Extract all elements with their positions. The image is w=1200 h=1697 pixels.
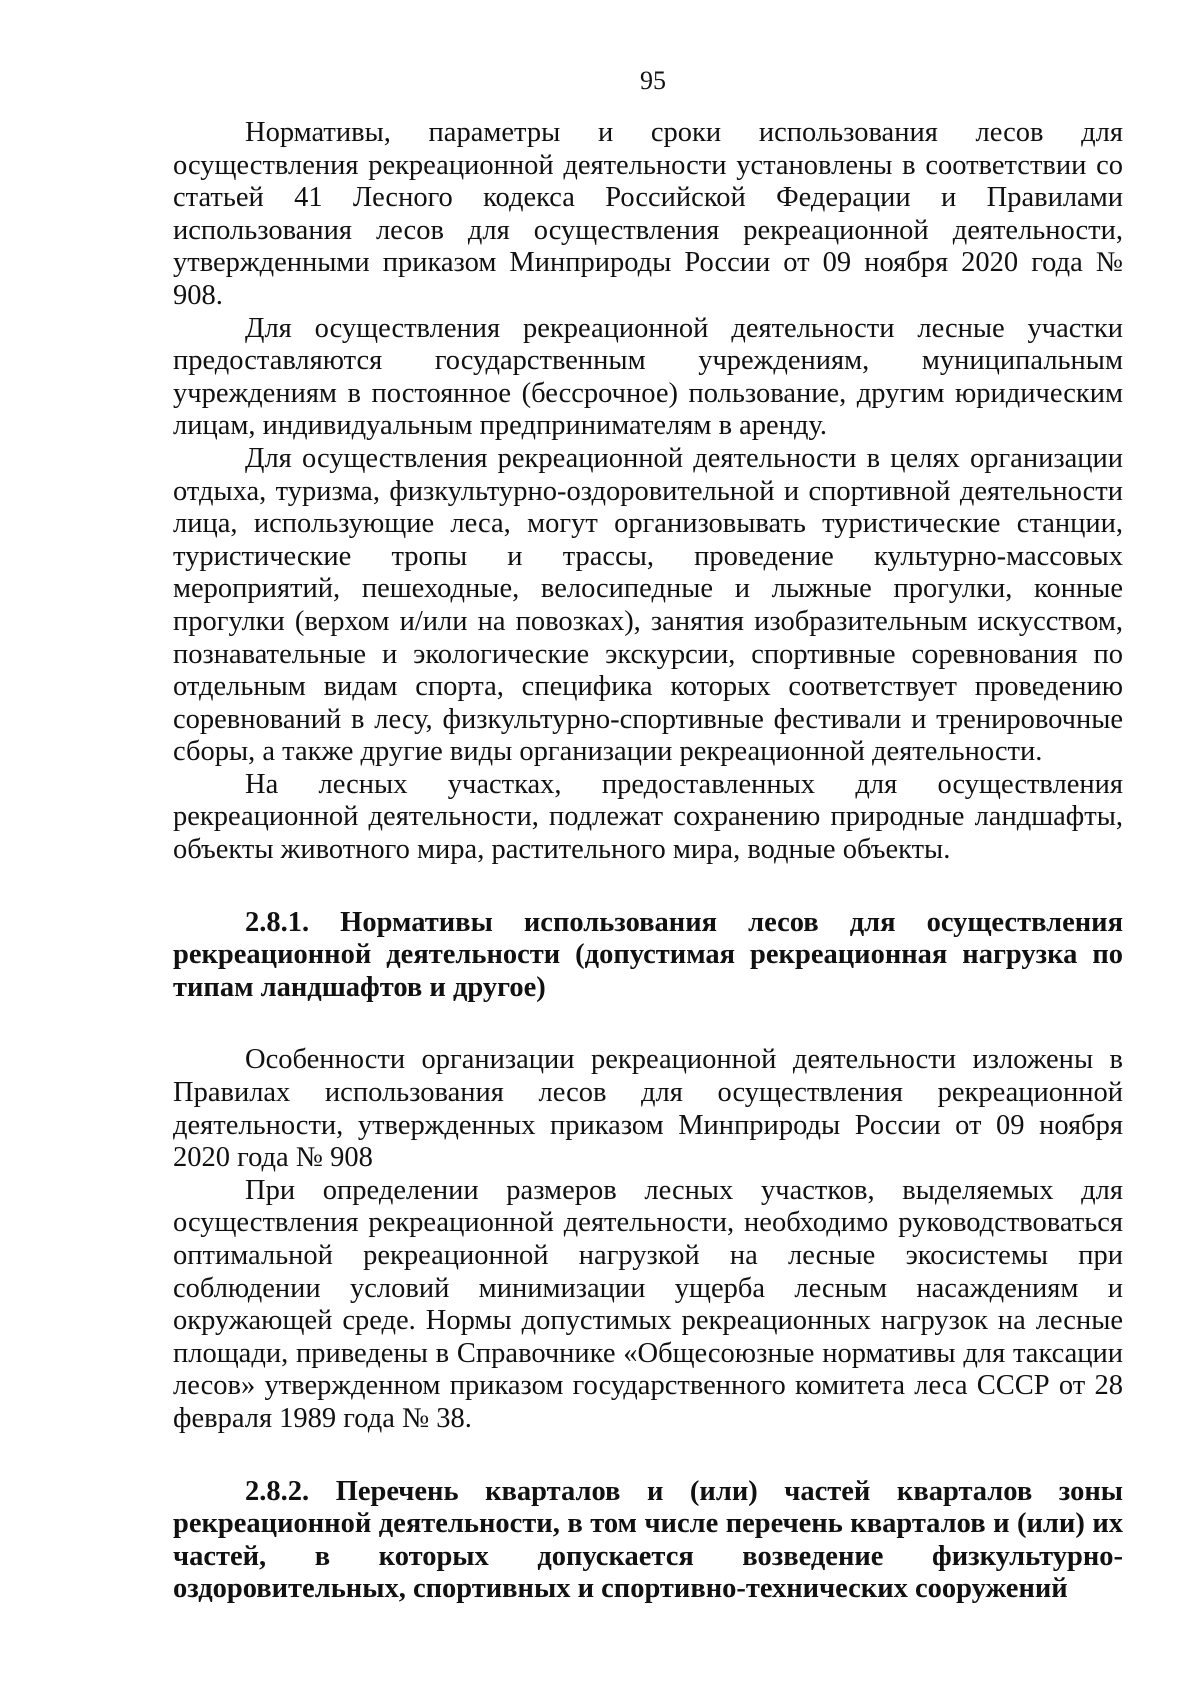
paragraph-preservation: На лесных участках, предоставленных для осуществления рекреационной деятельности, подлежат сохранению природные ландшафты, объекты животного мира, растительного мира, водные объекты. [173,768,1123,866]
paragraph-activities: Для осуществления рекреационной деятельности в целях организации отдыха, туризма, физкультурно-оздоровительной и спортивной деятельности лица, использующие леса, могут организовывать туристические станции, туристические тропы и трассы, проведение культурно-массовых мероприятий, пешеходные, велосипедные и лыжные прогулки, конные прогулки (верхом и/или на повозках), занятия изобразительным искусством, познавательные и экологические экскурсии, спортивные соревнования по отдельным видам спорта, специфика которых соответствует проведению соревнований в лесу, физкультурно-спортивные фестивали и тренировочные сборы, а также другие виды организации рекреационной деятельности. [173,442,1123,768]
paragraph-land-provision: Для осуществления рекреационной деятельности лесные участки предоставляются государственным учреждениям, муниципальным учреждениям в постоянное (бессрочное) пользование, другим юридическим лицам, индивидуальным предпринимателям в аренду. [173,312,1123,442]
document-page [173,66,1123,1606]
section-heading-2-8-2: 2.8.2. Перечень кварталов и (или) частей кварталов зоны рекреационной деятельности, в том числе перечень кварталов и (или) их частей, в которых допускается возведение физкультурно-оздоровительных, спортивных и спортивно-технических сооружений [173,1475,1123,1605]
paragraph-norms: Нормативы, параметры и сроки использования лесов для осуществления рекреационной деятельности установлены в соответствии со статьей 41 Лесного кодекса Российской Федерации и Правилами использования лесов для осуществления рекреационной деятельности, утвержденными приказом Минприроды России от 09 ноября 2020 года № 908. [173,117,1123,311]
page-number: 95 [640,66,666,95]
paragraph-load-norms: При определении размеров лесных участков, выделяемых для осуществления рекреационной деятельности, необходимо руководствоваться оптимальной рекреационной нагрузкой на лесные экосистемы при соблюдении условий минимизации ущерба лесным насаждениям и окружающей среде. Нормы допустимых рекреационных нагрузок на лесные площади, приведены в Справочнике «Общесоюзные нормативы для таксации лесов» утвержденном приказом государственного комитета леса СССР от 28 февраля 1989 года № 38. [173,1174,1123,1434]
section-heading-2-8-1: 2.8.1. Нормативы использования лесов для осуществления рекреационной деятельности (допустимая рекреационная нагрузка по типам ландшафтов и другое) [173,906,1123,1003]
paragraph-rules: Особенности организации рекреационной деятельности изложены в Правилах использования лесов для осуществления рекреационной деятельности, утвержденных приказом Минприроды России от 09 ноября 2020 года № 908 [173,1044,1123,1174]
